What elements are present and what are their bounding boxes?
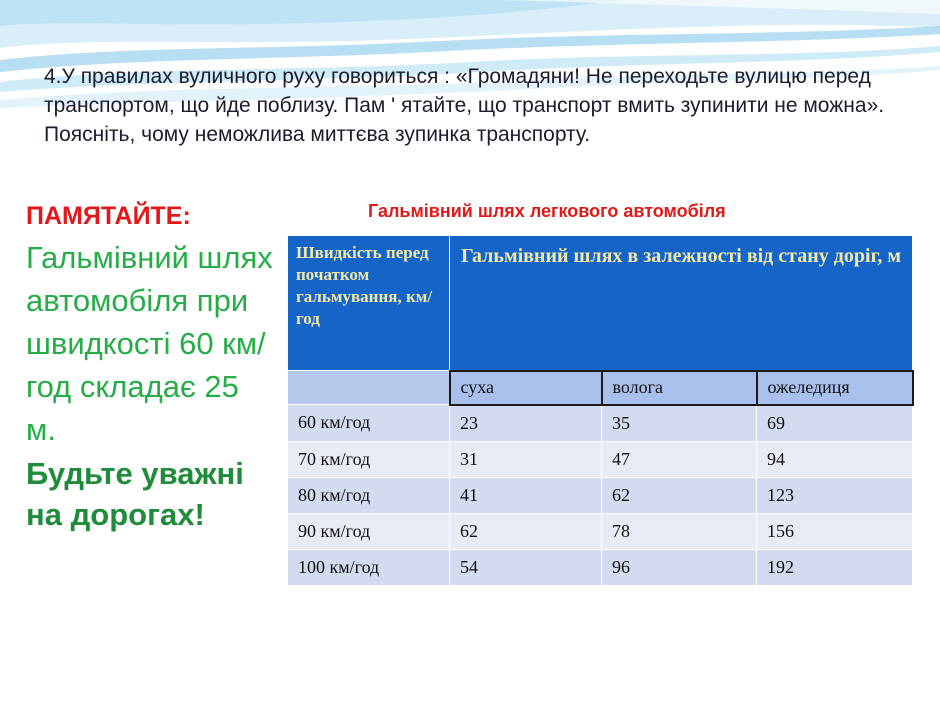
condition-wet: волога: [602, 371, 757, 405]
table-row: [288, 477, 913, 513]
table-row: [288, 441, 913, 477]
condition-ice: ожеледиця: [757, 371, 913, 405]
braking-distance-table: [287, 235, 914, 586]
speed-cell: 100 км/год: [288, 549, 450, 585]
remember-title: ПАМЯТАЙТЕ:: [26, 202, 191, 230]
table-row: [288, 405, 913, 442]
wet-cell: 47: [602, 441, 757, 477]
table-row: [288, 513, 913, 549]
conditions-row: [288, 371, 913, 405]
wet-cell: 78: [602, 513, 757, 549]
condition-dry: суха: [450, 371, 602, 405]
header-distance: Гальмівний шлях в залежності від стану доріг, м: [450, 236, 913, 371]
header-speed: Швидкість перед початком гальмування, км/год: [288, 236, 450, 371]
ice-cell: 94: [757, 441, 913, 477]
wet-cell: 35: [602, 405, 757, 442]
ice-cell: 123: [757, 477, 913, 513]
speed-cell: 90 км/год: [288, 513, 450, 549]
dry-cell: 54: [450, 549, 602, 585]
conditions-empty-cell: [288, 371, 450, 405]
table-header-row: [288, 236, 913, 371]
speed-cell: 60 км/год: [288, 405, 450, 442]
remember-warning: Будьте уважні на дорогах!: [26, 456, 244, 532]
dry-cell: 62: [450, 513, 602, 549]
ice-cell: 192: [757, 549, 913, 585]
table-row: [288, 549, 913, 585]
speed-cell: 70 км/год: [288, 441, 450, 477]
question-text: 4.У правилах вуличного руху говориться : «Громадяни! Не переходьте вулицю перед транспортом, що йде поблизу. Пам ' ятайте, що транспорт вмить зупинити не можна». Поясніть, чому неможлива миттєва зупинка транспорту.: [44, 65, 885, 146]
remember-block: [26, 200, 276, 535]
ice-cell: 69: [757, 405, 913, 442]
dry-cell: 23: [450, 405, 602, 442]
ice-cell: 156: [757, 513, 913, 549]
wet-cell: 96: [602, 549, 757, 585]
remember-body: Гальмівний шлях автомобіля при швидкості 60 км/год складає 25 м.: [26, 240, 273, 447]
table-title: Гальмівний шлях легкового автомобіля: [368, 201, 726, 221]
dry-cell: 41: [450, 477, 602, 513]
speed-cell: 80 км/год: [288, 477, 450, 513]
dry-cell: 31: [450, 441, 602, 477]
wet-cell: 62: [602, 477, 757, 513]
